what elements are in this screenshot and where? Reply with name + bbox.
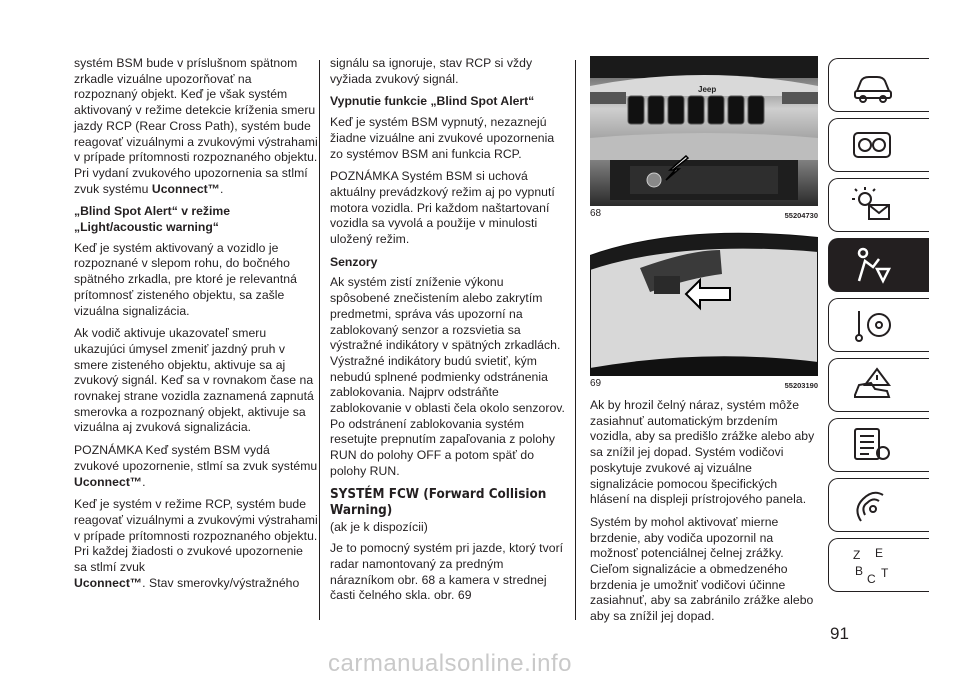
watermark: carmanualsonline.info [328,650,572,677]
car-info-icon [851,65,893,105]
tab-index[interactable] [828,538,929,592]
figure-number: 68 [590,208,602,219]
tab-lights-messages[interactable] [828,178,929,232]
column-divider [319,60,320,620]
car-emergency-icon [851,365,893,405]
paragraph: Keď je systém v režime RCP, systém bude reagovať vizuálnymi a zvukovými výstrahami v prípade prítomnosti rozpoznaného objektu. Pri každej žiadosti o zvukové upozornenie sa stlmí zvuk Uconnect™. Stav smerovky/výstražného [74,497,318,590]
subheading-sensors: Senzory [330,254,378,269]
paragraph: systém BSM bude v príslušnom spätnom zrkadle vizuálne upozorňovať na rozpoznaný objekt. Keď je však systém aktivovaný v režime detekcie kríženia smeru jazdy RCP (Rear Cross Path), systém bude reagovať vizuálnymi a zvukovými výstrahami v prípade prítomnosti rozpoznaného objektu. Pri vydaní zvukového upozornenia sa stlmí zvuk systému Uconnect™. [74,56,318,196]
figure-caption [590,378,818,390]
svg-text:E: E [875,546,884,560]
paragraph: Ak systém zistí zníženie výkonu spôsobené znečistením alebo zakrytím predmetmi, správa vás upozorní na zablokovaný senzor a rozsvietia sa výstražné indikátory v spätných zrkadlách. Výstražné indikátory budú svietiť, kým nebudú splnené podmienky odstránenia zablokovania. Najprv odstráňte zablokovanie v oblasti čela okolo senzorov. Po odstránení zablokovania systém resetujte prepnutím zapaľovania z polohy RUN do polohy OFF a potom späť do polohy RUN. [330,275,565,478]
tab-multimedia[interactable] [828,478,929,532]
subheading-disable-bsa: Vypnutie funkcie „Blind Spot Alert“ [330,94,535,109]
figure-caption [590,208,818,220]
note-paragraph: POZNÁMKA Keď systém BSM vydá zvukové upozornenie, stlmí sa zvuk systému Uconnect™. [74,443,318,489]
figure-69-windshield-camera [590,228,818,376]
figure-number: 69 [590,378,602,389]
figure-code: 55204730 [784,211,818,220]
column-divider [575,60,576,620]
tab-dashboard[interactable] [828,118,929,172]
section-title-fcw: SYSTÉM FCW (Forward Collision Warning) [330,486,547,518]
lights-mail-icon [851,185,893,225]
paragraph: Keď je systém BSM vypnutý, nezaznejú žiadne vizuálne ani zvukové upozornenia zo systémov BSM ani funkcia RCP. [330,115,555,161]
paragraph: Ak vodič aktivuje ukazovateľ smeru ukazujúci úmysel zmeniť jazdný pruh v smere zisteného objektu, aktivuje sa aj zvukový signál. Keď sa v rovnakom čase na rovnakej strane vozidla zaznamená zapnutá smerovka a rozpoznaný objekt, aktivuje sa vizuálna aj zvuková signalizácia. [74,326,314,435]
tab-starting-driving[interactable] [828,298,929,352]
subheading-light-acoustic: „Blind Spot Alert“ v režime „Light/acoustic warning“ [74,204,230,235]
tab-specifications[interactable] [828,418,929,472]
paragraph: Keď je systém aktivovaný a vozidlo je rozpoznané v slepom rohu, do bočného spätného zrkadla, pre ktoré je relevantná prítomnosť zisteného objektu, sa zašle vizuálna signalizácia. [74,240,297,318]
chapter-tabs [828,58,960,598]
dashboard-icon [851,125,893,165]
svg-text:Z: Z [853,548,861,562]
svg-text:T: T [881,566,889,580]
tab-safety[interactable] [828,238,929,292]
spec-list-icon [851,425,893,465]
section-subtitle: (ak je k dispozícii) [330,519,428,534]
car-front-image [590,56,818,206]
page-number: 91 [830,624,849,643]
figure-code: 55203190 [784,381,818,390]
column-3 [590,56,818,632]
airbag-safety-icon [851,245,893,285]
paragraph: Ak by hrozil čelný náraz, systém môže zasiahnuť automatickým brzdením vozidla, aby sa predišlo zrážke alebo aby sa znížil jej dopad. Systém vodičovi poskytuje zvukové aj vizuálne signalizácie pomocou špecifických hlásení na displeji prístrojového panela. [590,398,815,507]
windshield-image [590,228,818,376]
paragraph: Je to pomocný systém pri jazde, ktorý tvorí radar namontovaný za predným nárazníkom obr. 68 a kamera v strednej časti čelného skla. obr. 69 [330,541,564,603]
column-2 [330,56,566,611]
figure-68-radar-bumper [590,56,818,206]
tab-car-info[interactable] [828,58,929,112]
svg-text:B: B [855,564,864,578]
tab-emergency[interactable] [828,358,929,412]
paragraph: Systém by mohol aktivovať mierne brzdenie, aby vodiča upozornil na možnosť potenciálnej čelnej zrážky. Cieľom signalizácie a obmedzeného brzdenia je umožniť vodičovi účinne zasiahnuť, aby sa zabránilo zrážke alebo aby sa znížil jej dopad. [590,514,814,624]
paragraph: signálu sa ignoruje, stav RCP si vždy vyžiada zvukový signál. [330,56,533,86]
note-paragraph: POZNÁMKA Systém BSM si uchová aktuálny prevádzkový režim aj po vypnutí motora vozidla. Pri každom naštartovaní vozidla sa vyvolá a použije v minulosti uložený režim. [330,169,555,247]
wrench-steering-icon [851,305,893,345]
column-1 [74,56,318,599]
jeep-logo: Jeep [698,85,717,94]
alphabet-index-icon [851,545,893,585]
svg-text:C: C [867,572,876,585]
multimedia-icon [851,485,893,525]
